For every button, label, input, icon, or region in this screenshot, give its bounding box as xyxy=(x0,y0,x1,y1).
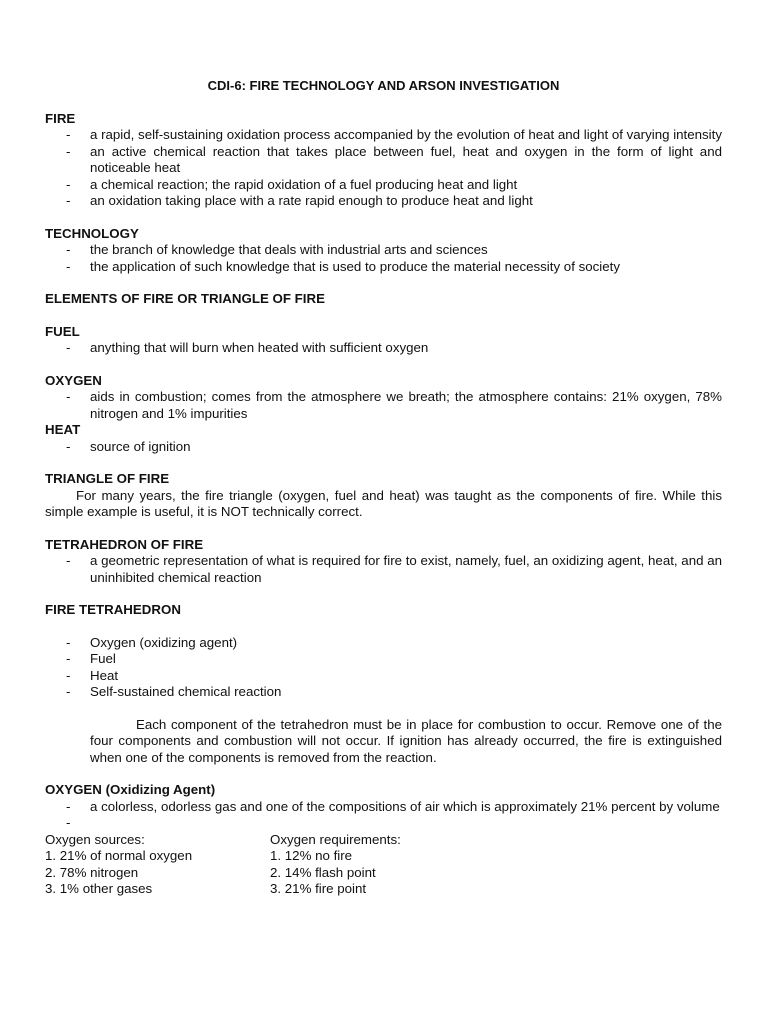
fire-definitions xyxy=(45,127,722,210)
oxygen-requirements-title: Oxygen requirements: xyxy=(270,831,401,847)
fuel-definitions xyxy=(45,340,722,357)
section-heading-elements: ELEMENTS OF FIRE OR TRIANGLE OF FIRE xyxy=(45,291,325,306)
list-item: 3. 1% other gases xyxy=(45,881,153,896)
tetrahedron-components xyxy=(45,635,722,701)
section-oxidizing-agent xyxy=(45,782,722,898)
oxygen-sources xyxy=(45,832,270,898)
list-item: 3. 21% fire point xyxy=(270,881,367,896)
list-item: - an active chemical reaction that takes place between fuel, heat and oxygen in the form of light and noticeable heat xyxy=(45,144,722,177)
section-heading-tetrahedron: TETRAHEDRON OF FIRE xyxy=(45,536,204,552)
list-item: - Oxygen (oxidizing agent) xyxy=(45,635,722,652)
section-tetrahedron xyxy=(45,537,722,587)
section-heading-triangle: TRIANGLE OF FIRE xyxy=(45,471,170,486)
section-heat xyxy=(45,422,722,455)
section-heading-fire: FIRE xyxy=(45,110,76,126)
list-item: - source of ignition xyxy=(45,439,722,456)
list-item: 2. 78% nitrogen xyxy=(45,864,139,880)
section-heading-fire-tetrahedron: FIRE TETRAHEDRON xyxy=(45,602,181,617)
list-item xyxy=(45,815,722,832)
section-heading-heat: HEAT xyxy=(45,422,81,437)
list-item: - a rapid, self-sustaining oxidation process accompanied by the evolution of heat and light of varying intensity xyxy=(45,127,722,144)
heat-definitions xyxy=(45,439,722,456)
list-item: 2. 14% flash point xyxy=(270,864,376,880)
list-item: - Self-sustained chemical reaction xyxy=(45,684,722,701)
list-item: - aids in combustion; comes from the atmosphere we breath; the atmosphere contains: 21% oxygen, 78% nitrogen and 1% impurities xyxy=(45,389,722,422)
list-item: - Heat xyxy=(45,668,722,685)
list-item: - a chemical reaction; the rapid oxidation of a fuel producing heat and light xyxy=(45,177,722,194)
list-item: 1. 21% of normal oxygen xyxy=(45,848,193,863)
list-item: - Fuel xyxy=(45,651,722,668)
section-heading-fuel: FUEL xyxy=(45,323,80,339)
section-elements xyxy=(45,291,722,308)
section-oxygen xyxy=(45,373,722,423)
section-fuel xyxy=(45,324,722,357)
section-heading-oxygen: OXYGEN xyxy=(45,372,102,388)
section-fire-tetrahedron xyxy=(45,602,722,766)
triangle-paragraph: For many years, the fire triangle (oxygen, fuel and heat) was taught as the components of fire. While this simple example is useful, it is NOT technically correct. xyxy=(45,487,722,519)
list-item: - a geometric representation of what is required for fire to exist, namely, fuel, an oxidizing agent, heat, and an uninhibited chemical reaction xyxy=(45,553,722,586)
section-technology xyxy=(45,226,722,276)
oxygen-tables xyxy=(45,832,722,898)
document-page xyxy=(45,78,722,898)
oxygen-definitions xyxy=(45,389,722,422)
tetrahedron-definitions xyxy=(45,553,722,586)
list-item: - an oxidation taking place with a rate rapid enough to produce heat and light xyxy=(45,193,722,210)
section-heading-oxidizing-agent: OXYGEN (Oxidizing Agent) xyxy=(45,782,216,797)
document-title: CDI-6: FIRE TECHNOLOGY AND ARSON INVESTIGATION xyxy=(207,78,560,93)
section-heading-technology: TECHNOLOGY xyxy=(45,225,139,241)
list-item: - the branch of knowledge that deals with industrial arts and sciences xyxy=(45,242,722,259)
section-fire xyxy=(45,111,722,210)
list-item: - a colorless, odorless gas and one of the compositions of air which is approximately 21% percent by volume xyxy=(45,799,722,816)
oxidizing-agent-definitions xyxy=(45,799,722,832)
oxygen-requirements xyxy=(270,832,495,898)
list-item: 1. 12% no fire xyxy=(270,848,353,863)
oxygen-sources-title: Oxygen sources: xyxy=(45,831,145,847)
section-triangle xyxy=(45,471,722,521)
list-item: - anything that will burn when heated with sufficient oxygen xyxy=(45,340,722,357)
technology-definitions xyxy=(45,242,722,275)
tetrahedron-paragraph: Each component of the tetrahedron must be in place for combustion to occur. Remove one of the four components and combustion will not occur. If ignition has already occurred, the fire is extinguished when one of the components is removed from the reaction. xyxy=(90,716,722,765)
list-item: - the application of such knowledge that is used to produce the material necessity of society xyxy=(45,259,722,276)
